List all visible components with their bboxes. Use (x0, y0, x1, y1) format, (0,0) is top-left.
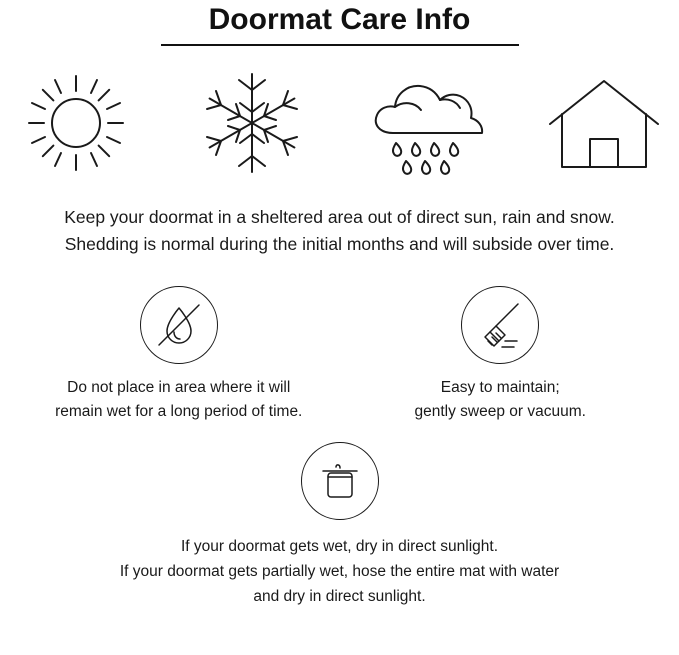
tips-row (0, 286, 679, 424)
title-underline (161, 44, 519, 46)
rain-cloud-icon (358, 68, 498, 178)
title-block (0, 0, 679, 46)
drying-line-3: and dry in direct sunlight. (253, 588, 426, 605)
hang-dry-icon (301, 442, 379, 520)
tip-no-standing-water-caption (55, 376, 302, 424)
drying-line-2: If your doormat gets partially wet, hose the entire mat with water (119, 563, 560, 580)
no-water-icon (140, 286, 218, 364)
drying-instructions (0, 442, 679, 609)
house-icon (534, 68, 674, 178)
tip-line-1: Easy to maintain; (440, 379, 560, 396)
tip-easy-maintain (340, 286, 662, 424)
weather-icon-row (0, 68, 679, 178)
snowflake-icon (182, 68, 322, 178)
tip-line-1: Do not place in area where it will (67, 379, 291, 396)
intro-paragraph (0, 204, 679, 258)
page-title: Doormat Care Info (208, 3, 471, 36)
drying-instructions-caption (120, 534, 559, 609)
tip-line-2: gently sweep or vacuum. (414, 403, 586, 420)
tip-no-standing-water (18, 286, 340, 424)
drying-line-1: If your doormat gets wet, dry in direct sunlight. (180, 538, 499, 555)
broom-icon (461, 286, 539, 364)
intro-line-1: Keep your doormat in a sheltered area out of direct sun, rain and snow. (64, 207, 615, 227)
sun-icon (6, 68, 146, 178)
tip-line-2: remain wet for a long period of time. (55, 403, 303, 420)
tip-easy-maintain-caption (415, 376, 586, 424)
intro-line-2: Shedding is normal during the initial months and will subside over time. (64, 234, 615, 254)
